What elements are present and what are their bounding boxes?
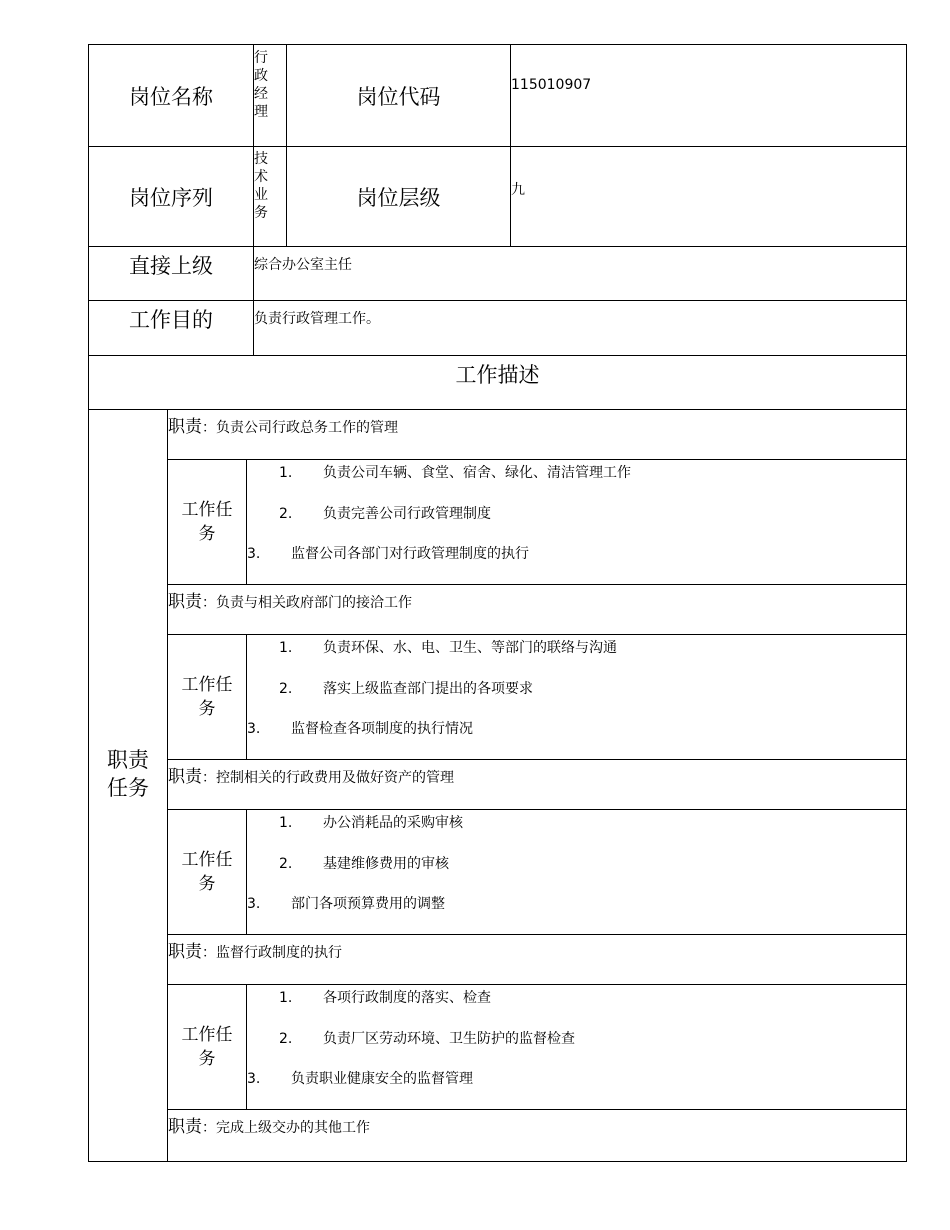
task-label: 工作任务	[167, 809, 247, 935]
task-item	[279, 503, 491, 523]
post-code-label: 岗位代码	[286, 44, 511, 147]
task-text: 监督公司各部门对行政管理制度的执行	[291, 546, 529, 562]
task-num: 1.	[279, 465, 293, 481]
duty-prefix: 职责	[168, 417, 202, 437]
task-item	[247, 718, 473, 738]
task-item	[279, 678, 533, 698]
task-num: 3.	[247, 896, 261, 912]
task-num: 1.	[279, 990, 293, 1006]
duty-row	[167, 409, 907, 460]
duty-row	[167, 1109, 907, 1162]
task-text: 监督检查各项制度的执行情况	[291, 721, 473, 737]
task-item	[247, 543, 529, 563]
description-title: 工作描述	[88, 355, 907, 410]
duties-label-cell	[88, 409, 168, 1162]
task-list	[246, 459, 907, 585]
purpose-value: 负责行政管理工作。	[254, 311, 380, 327]
task-list	[246, 984, 907, 1110]
task-text: 各项行政制度的落实、检查	[323, 990, 491, 1006]
task-text: 负责职业健康安全的监督管理	[291, 1071, 473, 1087]
task-num: 3.	[247, 1071, 261, 1087]
duty-prefix: 职责	[168, 942, 202, 962]
task-label: 工作任务	[167, 984, 247, 1110]
task-item	[247, 893, 445, 913]
duty-prefix: 职责	[168, 767, 202, 787]
job-description-table	[88, 44, 907, 1162]
post-level-value: 九	[511, 182, 525, 198]
task-item	[279, 637, 617, 657]
purpose-cell	[253, 300, 907, 356]
duty-text: ：控制相关的行政费用及做好资产的管理	[202, 770, 454, 786]
duty-text: ：监督行政制度的执行	[202, 945, 342, 961]
post-name-label: 岗位名称	[88, 44, 254, 147]
task-text: 部门各项预算费用的调整	[291, 896, 445, 912]
task-text: 负责厂区劳动环境、卫生防护的监督检查	[323, 1031, 575, 1047]
task-num: 3.	[247, 546, 261, 562]
task-text: 负责公司车辆、食堂、宿舍、绿化、清洁管理工作	[323, 465, 631, 481]
task-num: 1.	[279, 815, 293, 831]
purpose-label: 工作目的	[88, 300, 254, 356]
duty-text: ：负责公司行政总务工作的管理	[202, 420, 398, 436]
post-code-cell	[510, 44, 907, 147]
superior-value: 综合办公室主任	[254, 257, 352, 273]
post-name-value: 行政经理	[254, 50, 268, 120]
task-text: 基建维修费用的审核	[323, 856, 449, 872]
duty-row	[167, 584, 907, 635]
duty-row	[167, 759, 907, 810]
task-item	[279, 462, 631, 482]
post-seq-label: 岗位序列	[88, 146, 254, 247]
task-label: 工作任务	[167, 459, 247, 585]
duties-label: 职责任务	[107, 748, 149, 800]
duty-text: ：完成上级交办的其他工作	[202, 1120, 370, 1136]
duty-prefix: 职责	[168, 592, 202, 612]
task-text: 负责环保、水、电、卫生、等部门的联络与沟通	[323, 640, 617, 656]
task-num: 3.	[247, 721, 261, 737]
task-item	[279, 853, 449, 873]
task-num: 2.	[279, 506, 293, 522]
task-item	[279, 1028, 575, 1048]
task-num: 1.	[279, 640, 293, 656]
superior-label: 直接上级	[88, 246, 254, 301]
task-list	[246, 809, 907, 935]
duty-prefix: 职责	[168, 1117, 202, 1137]
superior-cell	[253, 246, 907, 301]
post-seq-value: 技术业务	[254, 151, 268, 221]
task-item	[279, 812, 463, 832]
task-item	[279, 987, 491, 1007]
task-list	[246, 634, 907, 760]
post-code-value: 115010907	[511, 77, 592, 93]
task-item	[247, 1068, 473, 1088]
post-seq-cell	[253, 146, 287, 247]
task-text: 负责完善公司行政管理制度	[323, 506, 491, 522]
duty-text: ：负责与相关政府部门的接洽工作	[202, 595, 412, 611]
task-num: 2.	[279, 856, 293, 872]
post-level-label: 岗位层级	[286, 146, 511, 247]
task-num: 2.	[279, 1031, 293, 1047]
task-label: 工作任务	[167, 634, 247, 760]
task-text: 办公消耗品的采购审核	[323, 815, 463, 831]
post-name-cell	[253, 44, 287, 147]
task-text: 落实上级监查部门提出的各项要求	[323, 681, 533, 697]
task-num: 2.	[279, 681, 293, 697]
post-level-cell	[510, 146, 907, 247]
duty-row	[167, 934, 907, 985]
